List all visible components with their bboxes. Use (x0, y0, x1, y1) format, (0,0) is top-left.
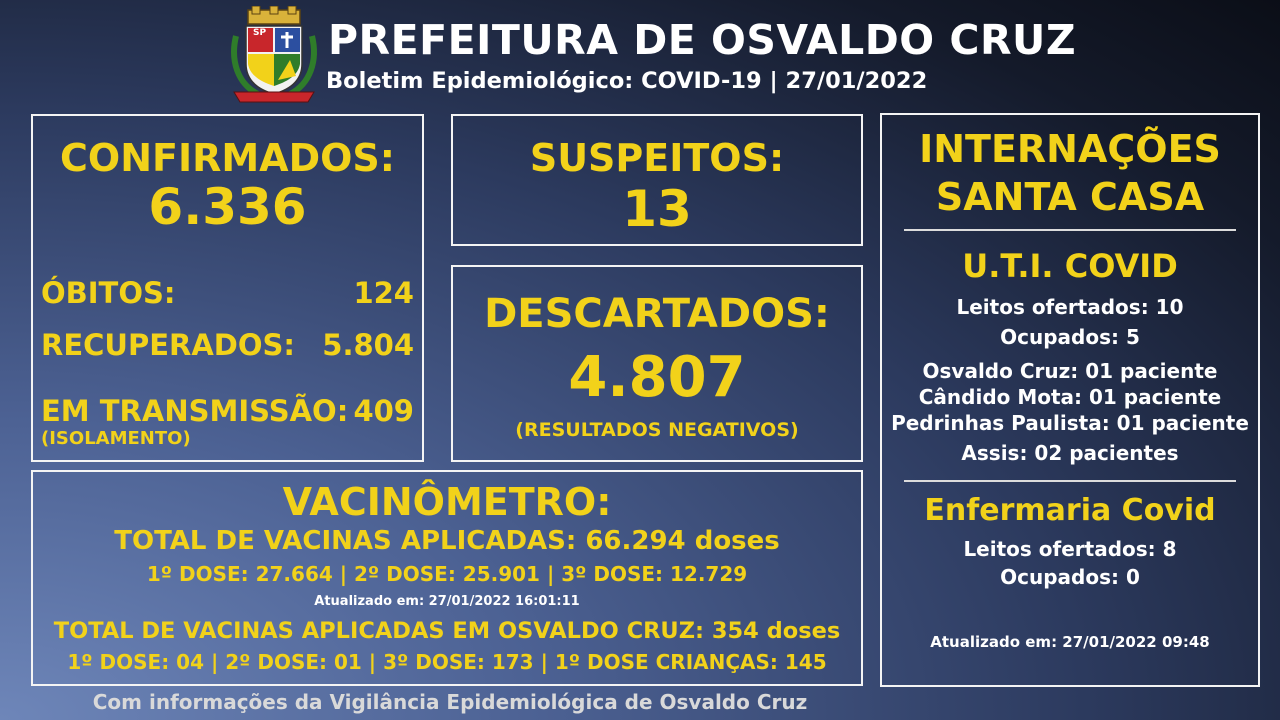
vaccine-title: VACINÔMETRO: (282, 480, 612, 524)
icu-title: U.T.I. COVID (962, 247, 1178, 285)
ward-occupied: Ocupados: 0 (1000, 565, 1140, 589)
city-crest-logo (228, 6, 320, 106)
vaccine-city-total: TOTAL DE VACINAS APLICADAS EM OSVALDO CRUZ: 354 doses (53, 618, 841, 644)
confirmed-label: CONFIRMADOS: (60, 136, 395, 180)
hospitalizations-panel (880, 113, 1260, 687)
suspects-value: 13 (622, 180, 692, 238)
isolation-note: (ISOLAMENTO) (41, 428, 191, 449)
discarded-value: 4.807 (568, 345, 746, 410)
transmission-value: 409 (353, 394, 414, 428)
crest-text: SP (253, 28, 267, 38)
deaths-label: ÓBITOS: (41, 276, 176, 310)
discarded-label: DESCARTADOS: (484, 291, 830, 337)
divider (904, 229, 1236, 231)
confirmed-value: 6.336 (148, 178, 307, 236)
discarded-note: (RESULTADOS NEGATIVOS) (515, 419, 799, 441)
hospital-updated: Atualizado em: 27/01/2022 09:48 (930, 633, 1210, 651)
recovered-value: 5.804 (322, 328, 414, 362)
footer-source: Com informações da Vigilância Epidemiológica de Osvaldo Cruz (92, 690, 808, 714)
page-title: PREFEITURA DE OSVALDO CRUZ (328, 16, 1077, 64)
vaccine-total: TOTAL DE VACINAS APLICADAS: 66.294 doses (114, 526, 780, 556)
recovered-row (41, 328, 414, 362)
vaccine-city-doses: 1º DOSE: 04 | 2º DOSE: 01 | 3º DOSE: 173 | 1º DOSE CRIANÇAS: 145 (67, 650, 827, 674)
transmission-label: EM TRANSMISSÃO: (41, 394, 349, 428)
icu-occupied: Ocupados: 5 (1000, 325, 1140, 349)
icu-patient-line: Cândido Mota: 01 paciente (918, 385, 1222, 409)
vaccine-doses: 1º DOSE: 27.664 | 2º DOSE: 25.901 | 3º DOSE: 12.729 (146, 562, 748, 586)
recovered-label: RECUPERADOS: (41, 328, 296, 362)
suspects-panel (451, 114, 863, 246)
icu-patient-line: Pedrinhas Paulista: 01 paciente (891, 411, 1249, 435)
page-subtitle: Boletim Epidemiológico: COVID-19 | 27/01/2022 (326, 68, 928, 94)
icu-beds: Leitos ofertados: 10 (956, 295, 1184, 319)
divider (904, 480, 1236, 482)
deaths-value: 124 (353, 276, 414, 310)
transmission-row (41, 394, 414, 428)
vaccine-panel (31, 470, 863, 686)
icu-patient-line: Assis: 02 pacientes (961, 441, 1179, 465)
suspects-label: SUSPEITOS: (529, 136, 785, 180)
discarded-panel (451, 265, 863, 462)
icu-patient-line: Osvaldo Cruz: 01 paciente (922, 359, 1218, 383)
hospital-title-line1: INTERNAÇÕES (919, 127, 1221, 171)
vaccine-updated: Atualizado em: 27/01/2022 16:01:11 (314, 594, 580, 609)
ward-title: Enfermaria Covid (924, 493, 1216, 528)
confirmed-panel (31, 114, 424, 462)
deaths-row (41, 276, 414, 310)
hospital-title-line2: SANTA CASA (935, 175, 1205, 219)
ward-beds: Leitos ofertados: 8 (963, 537, 1177, 561)
